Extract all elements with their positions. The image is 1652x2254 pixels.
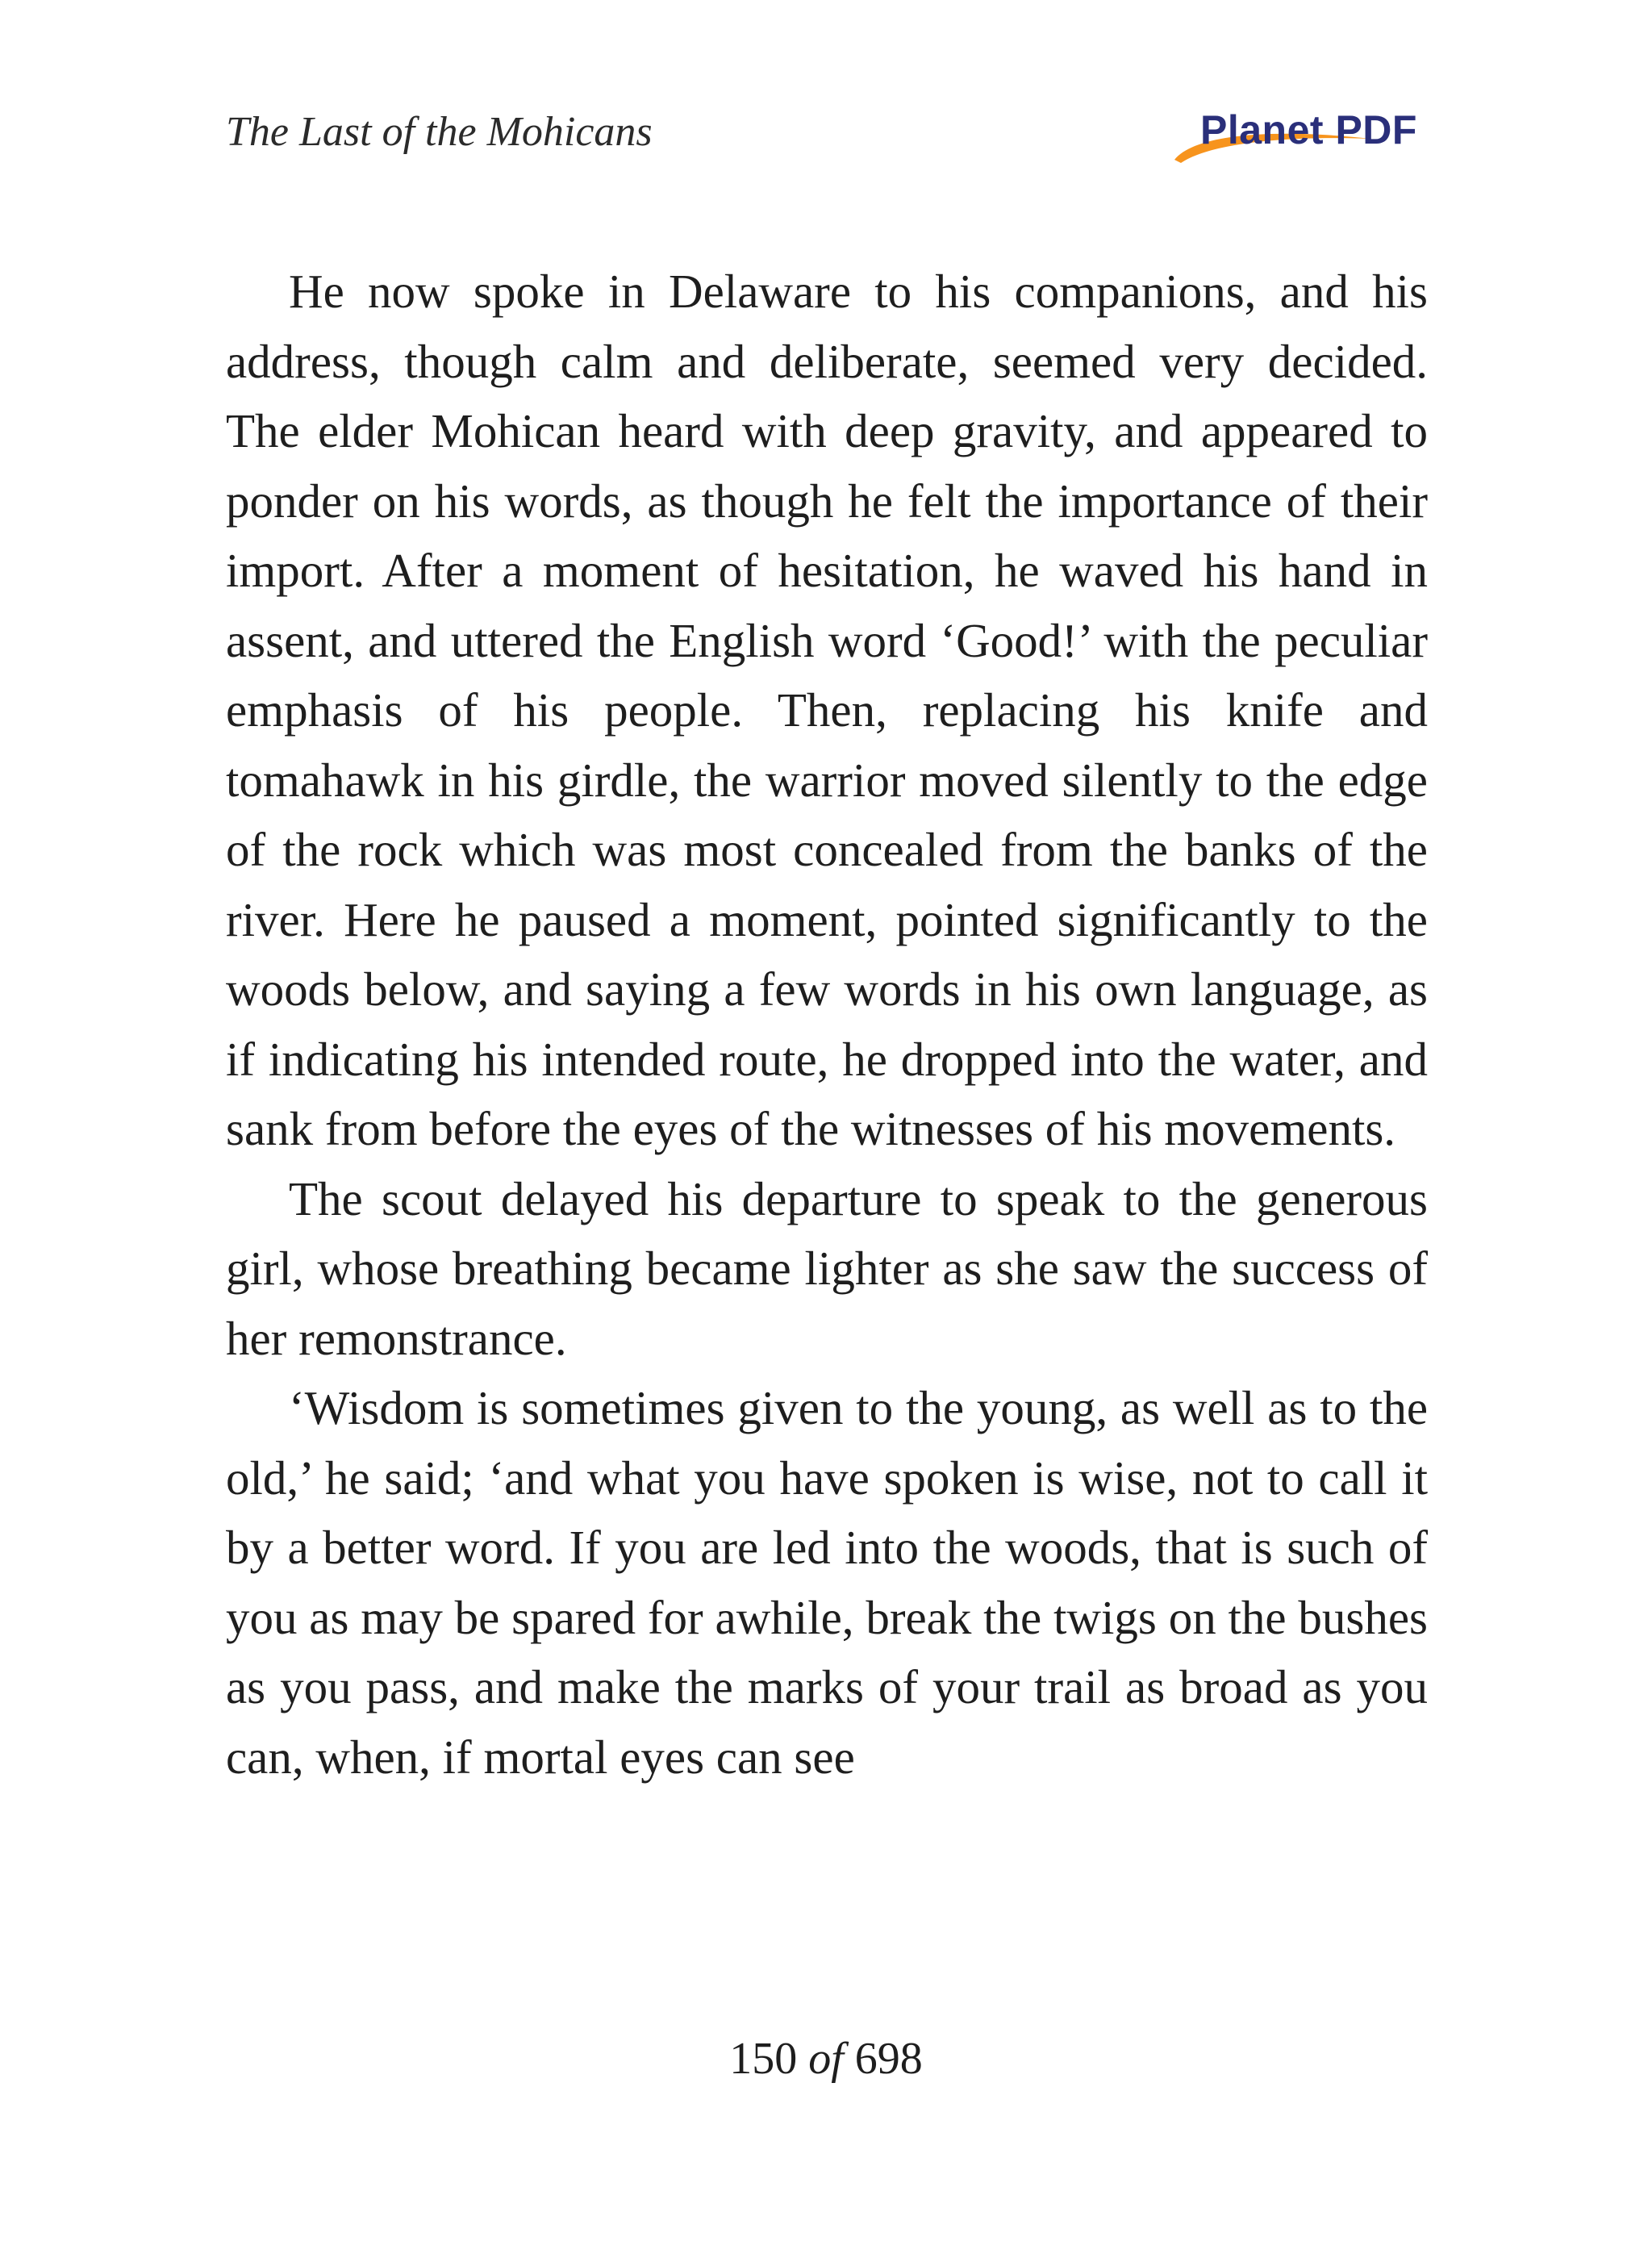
book-title: The Last of the Mohicans — [226, 109, 653, 155]
body-text — [226, 257, 1428, 1792]
total-pages: 698 — [854, 2034, 923, 2084]
paragraph: ‘Wisdom is sometimes given to the young, as well as to the old,’ he said; ‘and what you have spoken is wise, not to call it by a better word. If you are led into the woods, that is such of you as may be spared for awhile, break the twigs on the bushes as you pass, and make the marks of your trail as broad as you can, when, if mortal eyes can see — [226, 1381, 1428, 1784]
page-number — [0, 2033, 1652, 2085]
current-page: 150 — [729, 2034, 798, 2084]
planet-pdf-logo — [1170, 103, 1428, 168]
paragraph: The scout delayed his departure to speak to the generous girl, whose breathing became lighter as she saw the success of her remonstrance. — [226, 1171, 1428, 1365]
page-header — [226, 103, 1428, 176]
paragraph: He now spoke in Delaware to his companions, and his address, though calm and deliberate, seemed very decided. The elder Mohican heard with deep gravity, and appeared to ponder on his words, as though he felt the importance of their import. After a moment of hesitation, he waved his hand in assent, and uttered the English word ‘Good!’ with the peculiar emphasis of his people. Then, replacing his knife and tomahawk in his girdle, the warrior moved silently to the edge of the rock which was most concealed from the banks of the river. Here he paused a moment, pointed significantly to the woods below, and saying a few words in his own language, as if indicating his intended route, he dropped into the water, and sank from before the eyes of the witnesses of his movements. — [226, 265, 1428, 1155]
logo-text: Planet PDF — [1200, 107, 1417, 152]
page-of-label: of — [808, 2034, 844, 2084]
